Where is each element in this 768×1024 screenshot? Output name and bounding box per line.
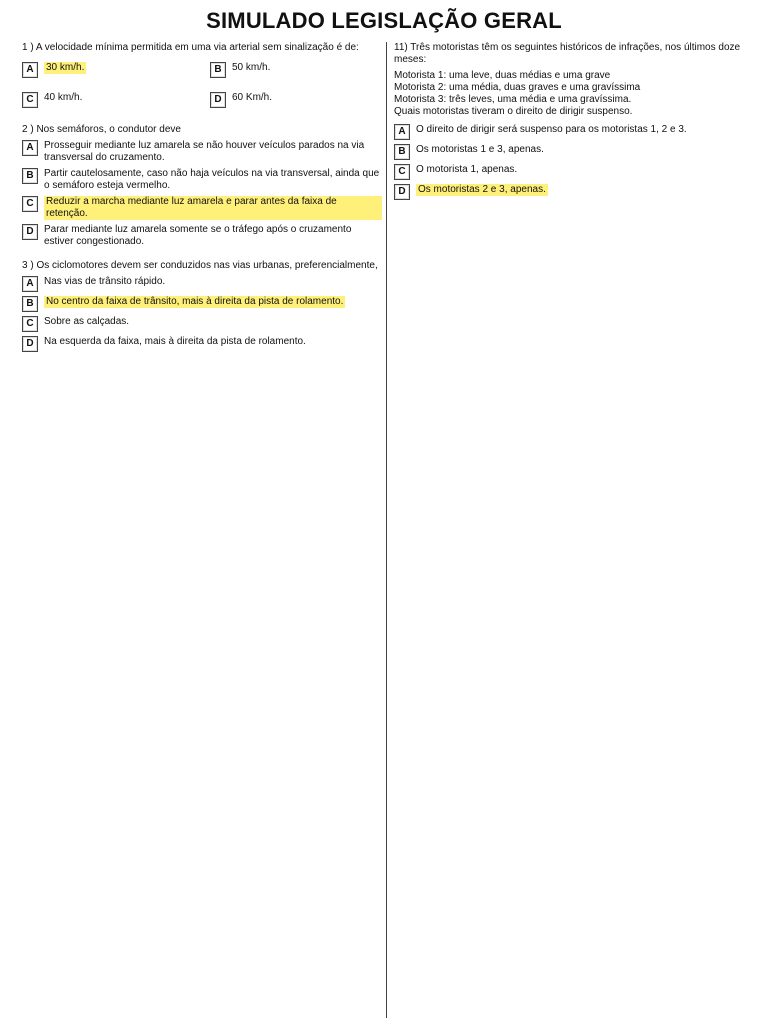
option-text: Os motoristas 1 e 3, apenas. bbox=[416, 144, 544, 155]
option-text: 50 km/h. bbox=[232, 62, 271, 73]
question-line: Motorista 3: três leves, uma média e uma gravíssima. bbox=[394, 94, 632, 105]
option-letter: A bbox=[22, 62, 38, 78]
option-letter: C bbox=[394, 164, 410, 180]
option-text: Reduzir a marcha mediante luz amarela e parar antes da faixa de retenção. bbox=[44, 196, 382, 220]
option-text: Nas vias de trânsito rápido. bbox=[44, 276, 166, 287]
right-column bbox=[394, 42, 754, 212]
option-text: Prosseguir mediante luz amarela se não houver veículos parados na via transversal do cruzamento. bbox=[44, 140, 365, 163]
option-letter: D bbox=[394, 184, 410, 200]
option-d[interactable] bbox=[210, 92, 382, 108]
question-text: 1 ) A velocidade mínima permitida em uma via arterial sem sinalização é de: bbox=[22, 42, 359, 53]
option-letter: D bbox=[210, 92, 226, 108]
option-d[interactable] bbox=[22, 336, 382, 352]
option-text: O direito de dirigir será suspenso para os motoristas 1, 2 e 3. bbox=[416, 124, 687, 135]
question-3 bbox=[22, 260, 382, 352]
option-letter: A bbox=[22, 140, 38, 156]
option-letter: D bbox=[22, 336, 38, 352]
option-letter: D bbox=[22, 224, 38, 240]
option-text: Na esquerda da faixa, mais à direita da pista de rolamento. bbox=[44, 336, 306, 347]
option-letter: B bbox=[210, 62, 226, 78]
question-line: Quais motoristas tiveram o direito de dirigir suspenso. bbox=[394, 106, 633, 117]
column-divider bbox=[386, 42, 387, 1018]
option-text: O motorista 1, apenas. bbox=[416, 164, 518, 175]
question-2 bbox=[22, 124, 382, 248]
option-letter: B bbox=[394, 144, 410, 160]
question-11 bbox=[394, 42, 754, 200]
option-letter: B bbox=[22, 168, 38, 184]
option-c[interactable] bbox=[394, 164, 754, 180]
option-text: 30 km/h. bbox=[46, 62, 85, 73]
option-text: Parar mediante luz amarela somente se o tráfego após o cruzamento estiver congestionado. bbox=[44, 224, 352, 247]
option-b[interactable] bbox=[22, 296, 382, 312]
option-letter: C bbox=[22, 196, 38, 212]
option-a[interactable] bbox=[22, 140, 382, 164]
option-b[interactable] bbox=[22, 168, 382, 192]
options-list bbox=[394, 124, 754, 200]
option-text: Partir cautelosamente, caso não haja veículos na via transversal, ainda que o semáforo esteja vermelho. bbox=[44, 168, 380, 191]
question-text: 3 ) Os ciclomotores devem ser conduzidos nas vias urbanas, preferencialmente, bbox=[22, 260, 378, 271]
option-text: 60 Km/h. bbox=[232, 92, 273, 103]
question-text: 2 ) Nos semáforos, o condutor deve bbox=[22, 124, 181, 135]
option-d[interactable] bbox=[22, 224, 382, 248]
option-letter: C bbox=[22, 92, 38, 108]
option-letter: B bbox=[22, 296, 38, 312]
option-c[interactable] bbox=[22, 316, 382, 332]
option-letter: A bbox=[22, 276, 38, 292]
question-text: 11) Três motoristas têm os seguintes históricos de infrações, nos últimos doze meses: bbox=[394, 42, 741, 65]
option-letter: C bbox=[22, 316, 38, 332]
question-1 bbox=[22, 42, 382, 112]
option-text: No centro da faixa de trânsito, mais à direita da pista de rolamento. bbox=[46, 296, 344, 307]
option-a[interactable] bbox=[394, 124, 754, 140]
option-text: Sobre as calçadas. bbox=[44, 316, 130, 327]
question-line: Motorista 1: uma leve, duas médias e uma grave bbox=[394, 70, 611, 81]
option-b[interactable] bbox=[394, 144, 754, 160]
option-d[interactable] bbox=[394, 184, 754, 200]
option-text: Os motoristas 2 e 3, apenas. bbox=[418, 184, 546, 195]
option-b[interactable] bbox=[210, 62, 382, 78]
page-title: SIMULADO LEGISLAÇÃO GERAL bbox=[206, 8, 562, 33]
option-letter: A bbox=[394, 124, 410, 140]
option-c[interactable] bbox=[22, 196, 382, 220]
option-a[interactable] bbox=[22, 62, 194, 78]
option-a[interactable] bbox=[22, 276, 382, 292]
option-c[interactable] bbox=[22, 92, 194, 108]
option-text: 40 km/h. bbox=[44, 92, 83, 103]
options-grid bbox=[22, 58, 382, 112]
question-lines bbox=[394, 70, 754, 118]
left-column bbox=[22, 42, 382, 364]
question-line: Motorista 2: uma média, duas graves e uma gravíssima bbox=[394, 82, 641, 93]
